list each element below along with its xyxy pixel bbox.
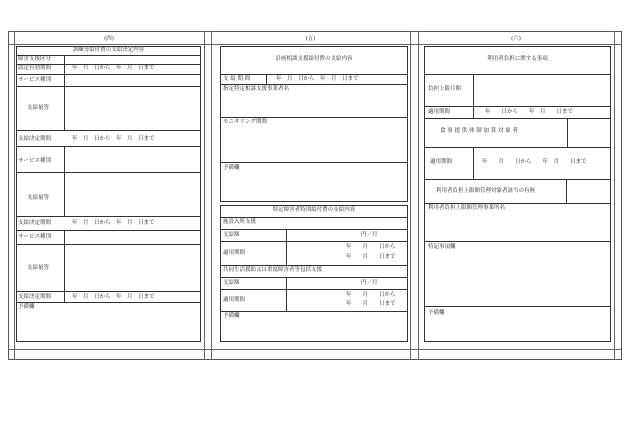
top-rule	[8, 44, 622, 45]
p6-tekiyo-2: 適用期間	[430, 159, 453, 165]
p4-yobi: 予備欄	[18, 304, 35, 310]
p4-kettei-date-3: 年 月 日から 年 月 日まで	[72, 294, 155, 300]
margin-line-right	[614, 31, 615, 360]
p6-title: 利用者負担に関する事項	[487, 56, 548, 62]
p4-kettei-date-2: 年 月 日から 年 月 日まで	[72, 220, 155, 226]
bottom-rule-1	[8, 349, 622, 350]
p6-tekiyo-1: 適用期間	[428, 109, 451, 115]
section-six-label: (六)	[511, 36, 521, 42]
p4-service-2: サービス種別	[18, 158, 52, 164]
p5-shisetsu: 施設入所支援	[223, 219, 257, 225]
p5-to-1: 年 月 日まで	[346, 254, 396, 260]
p5-yobi2: 予備欄	[223, 313, 240, 319]
p4-nintei-kikan: 認定有効期間	[18, 65, 52, 71]
p4-service-3: サービス種別	[18, 234, 52, 240]
section-four-label: (四)	[104, 36, 114, 42]
p6-futan-jogen: 負担上限月額	[428, 86, 462, 92]
p5-tokutei-title: 特定障害者特別給付費の支給内容	[272, 207, 356, 213]
p4-kettei-2: 支給決定期間	[18, 220, 52, 226]
p6-yobi: 予備欄	[428, 310, 445, 316]
p4-kettei-3: 支給決定期間	[18, 294, 52, 300]
p5-yobi: 予備欄	[223, 165, 240, 171]
p4-shikyu-2: 支給量等	[27, 195, 50, 201]
p4-kettei-date-1: 年 月 日から 年 月 日まで	[72, 136, 155, 142]
p5-monitoring: モニタリング期間	[223, 119, 267, 125]
p5-from-2: 年 月 日から	[346, 292, 396, 298]
p6-shokuji: 食 事 提 供 体 制 加 算 対 象 者	[440, 128, 518, 134]
p4-kettei-1: 支給決定期間	[18, 136, 52, 142]
p5-jigyosho: 指定特定相談支援事業者名	[223, 86, 290, 92]
fold-line-1	[211, 31, 212, 360]
p4-nintei-date: 年 月 日から 年 月 日まで	[72, 65, 155, 71]
p5-shikyu-date: 年 月 日から 年 月 日まで	[276, 76, 359, 82]
p5-tekiyo-2: 適用期間	[223, 297, 246, 303]
p6-tokki: 特記事項欄	[428, 244, 456, 250]
fold-line-1b	[204, 31, 205, 360]
p5-yen-1: 円／月	[361, 232, 378, 238]
fold-line-2	[418, 31, 419, 360]
p5-kyodo: 共同生活援助又は重度障害者等包括支援	[223, 267, 323, 273]
p6-jogen-jigyosho: 利用者負担上限額管理事業所名	[428, 205, 506, 211]
p6-jogen-kanri: 利用者負担上限額管理対象者該当の有無	[436, 188, 536, 194]
p4-title: 訓練等給付費の支給決定内容	[72, 47, 145, 53]
p5-title: 計画相談支援給付費の支給内容	[275, 56, 353, 62]
fold-line-2b	[410, 31, 411, 360]
p6-tekiyo-date-1: 年 日から 年 月 日まで	[485, 109, 574, 115]
p4-shogai-kubun: 障害支援区分	[18, 56, 52, 62]
p5-shikyu-gaku-1: 支給額	[223, 232, 240, 238]
p6-tekiyo-date-2: 年 月 日から 年 月 日まで	[482, 159, 587, 165]
p4-shikyu-1: 支給量等	[27, 105, 50, 111]
p5-shikyu-kikan: 支 給 期 間	[223, 76, 251, 82]
p4-service-1: サービス種別	[18, 77, 52, 83]
margin-line-left	[14, 31, 15, 360]
p5-tekiyo-1: 適用期間	[223, 250, 246, 256]
p5-to-2: 年 月 日まで	[346, 301, 396, 307]
p5-shikyu-gaku-2: 支給額	[223, 280, 240, 286]
p5-from-1: 年 月 日から	[346, 244, 396, 250]
section-five-label: (五)	[305, 36, 316, 42]
p5-yen-2: 円／月	[361, 280, 378, 286]
p4-shikyu-3: 支給量等	[27, 265, 50, 271]
